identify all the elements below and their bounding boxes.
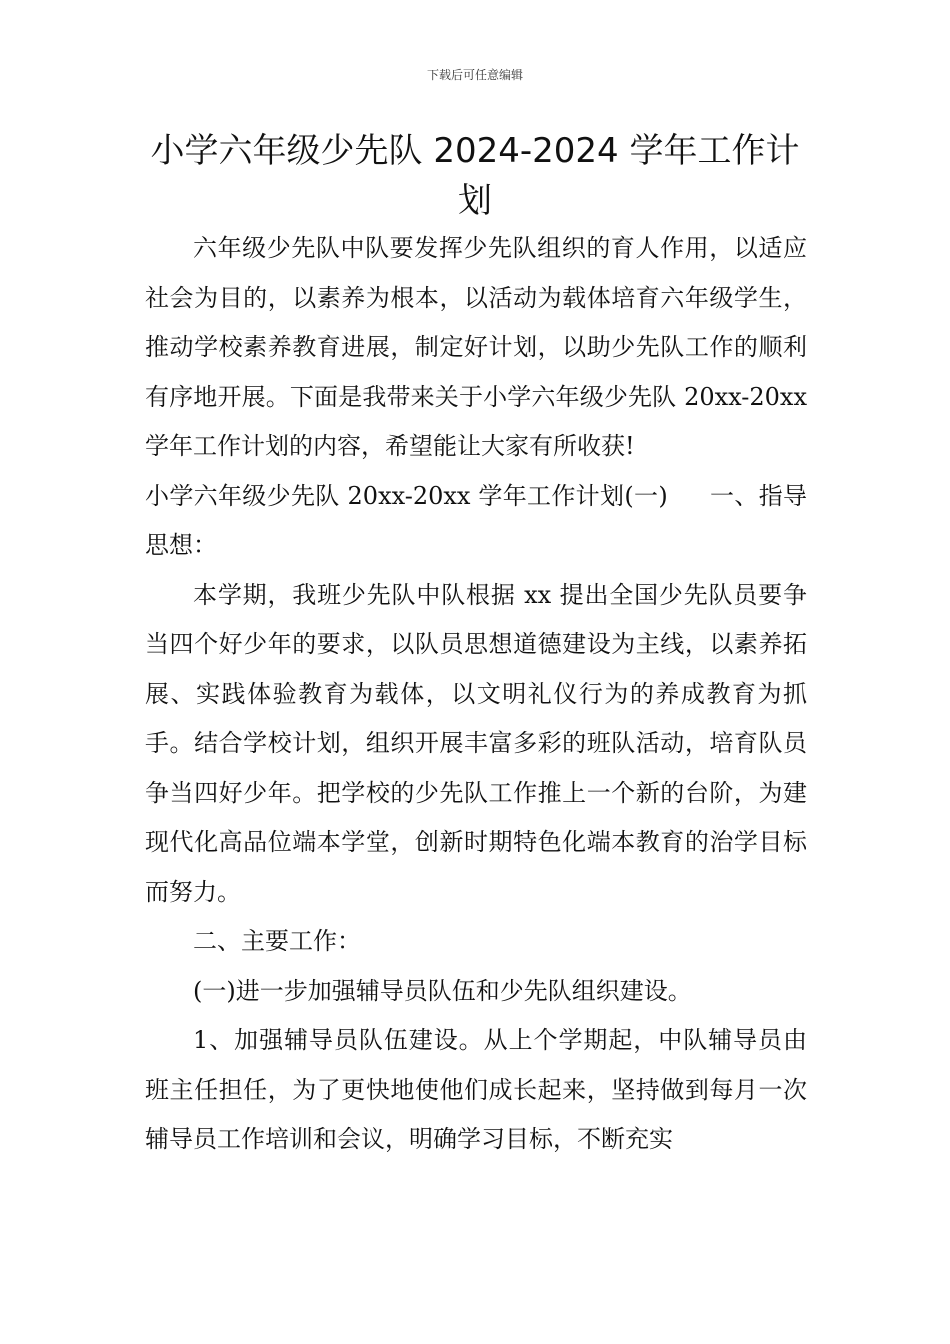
section1-heading: 一、指导思想： bbox=[145, 481, 808, 559]
plan-heading: 小学六年级少先队 20xx-20xx 学年工作计划(一) bbox=[145, 481, 668, 510]
document-body bbox=[145, 224, 807, 1165]
header-note: 下载后可任意编辑 bbox=[426, 68, 523, 82]
section1-paragraph: 本学期，我班少先队中队根据 xx 提出全国少先队员要争当四个好少年的要求，以队员思想道德建设为主线，以素养拓展、实践体验教育为载体，以文明礼仪行为的养成教育为抓手。结合学校计划，组织开展丰富多彩的班队活动，培育队员争当四好少年。把学校的少先队工作推上一个新的台阶，为建现代化高品位端本学堂，创新时期特色化端本教育的治学目标而努力。 bbox=[145, 580, 807, 906]
subsection1-heading: (一)进一步加强辅导员队伍和少先队组织建设。 bbox=[193, 976, 692, 1005]
item1-paragraph: 1、加强辅导员队伍建设。从上个学期起，中队辅导员由班主任担任，为了更快地使他们成长起来，坚持做到每月一次辅导员工作培训和会议，明确学习目标，不断充实 bbox=[145, 1026, 807, 1153]
section2-heading: 二、主要工作： bbox=[193, 927, 361, 955]
plan-heading-line bbox=[145, 472, 807, 571]
intro-paragraph: 六年级少先队中队要发挥少先队组织的育人作用，以适应社会为目的，以素养为根本，以活动为载体培育六年级学生，推动学校素养教育进展，制定好计划，以助少先队工作的顺利有序地开展。下面是我带来关于小学六年级少先队 20xx-20xx 学年工作计划的内容，希望能让大家有所收获! bbox=[145, 234, 807, 460]
document-title: 小学六年级少先队 2024-2024 学年工作计划 bbox=[150, 131, 800, 221]
